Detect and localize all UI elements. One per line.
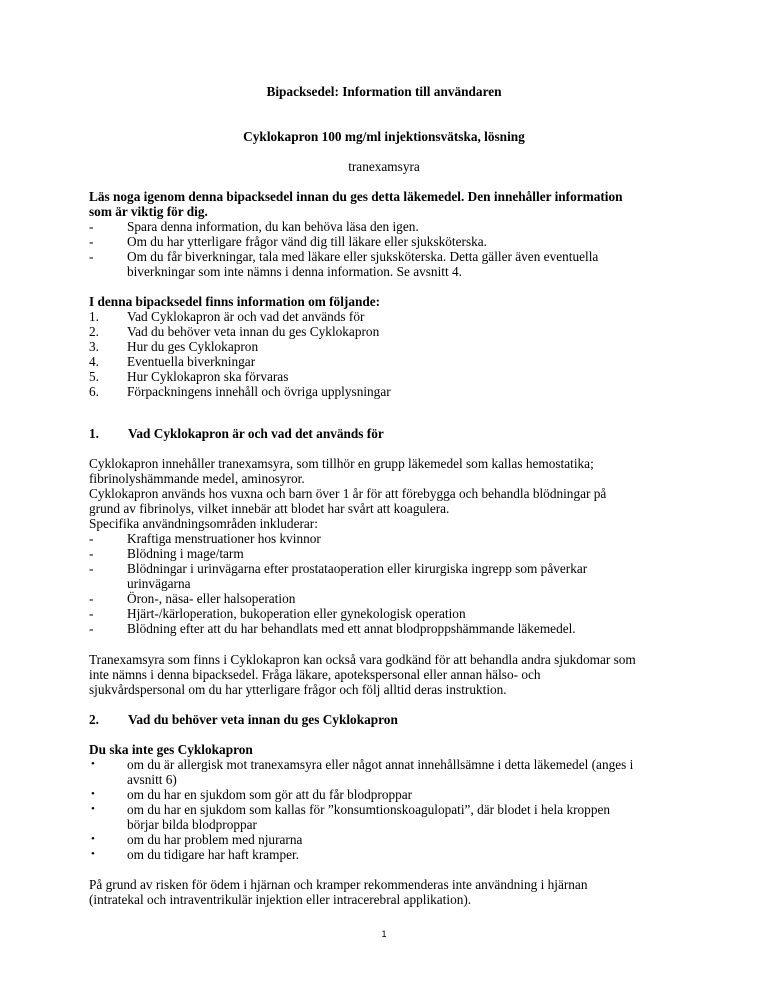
- page-number: 1: [381, 929, 387, 939]
- intro-bold-line-2: som är viktig för dig.: [89, 204, 208, 219]
- toc-number: 3.: [89, 339, 99, 354]
- use-item: Hjärt-/kärloperation, bukoperation eller gynekologisk operation: [127, 606, 466, 621]
- contraindication-item: om du är allergisk mot tranexamsyra eller något annat innehållsämne i detta läkemedel (anges i: [127, 757, 634, 772]
- list-dash: -: [89, 606, 94, 621]
- toc-number: 5.: [89, 369, 99, 384]
- section-2-para-line: (intratekal och intraventrikulär injektion eller intracerebral applikation).: [89, 892, 472, 907]
- section-2-number: 2.: [89, 712, 99, 727]
- use-item: Blödning efter att du har behandlats med ett annat blodproppshämmande läkemedel.: [127, 621, 576, 636]
- intro-bold-line-1: Läs noga igenom denna bipacksedel innan du ges detta läkemedel. Den innehåller information: [89, 189, 623, 204]
- section-1-line: Cyklokapron innehåller tranexamsyra, som tillhör en grupp läkemedel som kallas hemostatika;: [89, 456, 594, 471]
- bullet: •: [91, 758, 95, 770]
- use-item: Öron-, näsa- eller halsoperation: [127, 591, 296, 606]
- use-item: Blödning i mage/tarm: [127, 546, 244, 561]
- list-dash: -: [89, 219, 94, 234]
- toc-item: Eventuella biverkningar: [127, 354, 256, 369]
- list-dash: -: [89, 249, 94, 264]
- section-1-para-line: inte nämns i denna bipacksedel. Fråga läkare, apotekspersonal eller annan hälso- och: [89, 667, 541, 682]
- toc-number: 1.: [89, 309, 99, 324]
- toc-number: 4.: [89, 354, 99, 369]
- list-item: Spara denna information, du kan behöva läsa den igen.: [127, 219, 419, 234]
- toc-number: 6.: [89, 384, 99, 399]
- list-item: Om du har ytterligare frågor vänd dig till läkare eller sjuksköterska.: [127, 234, 488, 249]
- contraindication-item: om du har en sjukdom som kallas för ”konsumtionskoagulopati”, där blodet i hela kroppen: [127, 802, 611, 817]
- section-1-heading: Vad Cyklokapron är och vad det används för: [128, 426, 384, 441]
- contraindication-item: om du har problem med njurarna: [127, 832, 303, 847]
- toc-item: Vad du behöver veta innan du ges Cyklokapron: [127, 324, 380, 339]
- section-2-heading: Vad du behöver veta innan du ges Cyklokapron: [128, 712, 398, 727]
- list-dash: -: [89, 621, 94, 636]
- section-1-line: grund av fibrinolys, vilket innebär att blodet har svårt att koagulera.: [89, 501, 450, 516]
- contraindication-item: om du tidigare har haft kramper.: [127, 847, 300, 862]
- document-title: Bipacksedel: Information till användaren: [266, 84, 502, 99]
- toc-item: Vad Cyklokapron är och vad det används för: [127, 309, 365, 324]
- bullet: •: [91, 788, 95, 800]
- bullet: •: [91, 833, 95, 845]
- list-dash: -: [89, 546, 94, 561]
- list-dash: -: [89, 591, 94, 606]
- contraindication-item-continuation: börjar bilda blodproppar: [127, 817, 257, 832]
- section-1-para-line: Tranexamsyra som finns i Cyklokapron kan också vara godkänd för att behandla andra sjukdomar som: [89, 652, 636, 667]
- list-item-continuation: biverkningar som inte nämns i denna information. Se avsnitt 4.: [127, 264, 462, 279]
- toc-item: Förpackningens innehåll och övriga upplysningar: [127, 384, 391, 399]
- active-substance: tranexamsyra: [348, 159, 420, 174]
- toc-heading: I denna bipacksedel finns information om följande:: [89, 294, 381, 309]
- contraindication-item: om du har en sjukdom som gör att du får blodproppar: [127, 787, 413, 802]
- bullet: •: [91, 803, 95, 815]
- use-item-continuation: urinvägarna: [127, 576, 191, 591]
- section-1-para-line: sjukvårdspersonal om du har ytterligare frågor och följ alltid deras instruktion.: [89, 682, 507, 697]
- list-item: Om du får biverkningar, tala med läkare eller sjuksköterska. Detta gäller även eventuella: [127, 249, 599, 264]
- section-2-para-line: På grund av risken för ödem i hjärnan och kramper rekommenderas inte användning i hjärnan: [89, 877, 588, 892]
- section-1-line: Specifika användningsområden inkluderar:: [89, 516, 318, 531]
- contraindication-item-continuation: avsnitt 6): [127, 772, 177, 787]
- list-dash: -: [89, 531, 94, 546]
- list-dash: -: [89, 561, 94, 576]
- toc-number: 2.: [89, 324, 99, 339]
- section-1-number: 1.: [89, 426, 99, 441]
- product-name: Cyklokapron 100 mg/ml injektionsvätska, lösning: [243, 129, 525, 144]
- list-dash: -: [89, 234, 94, 249]
- bullet: •: [91, 848, 95, 860]
- section-2-subheading: Du ska inte ges Cyklokapron: [89, 742, 253, 757]
- toc-item: Hur du ges Cyklokapron: [127, 339, 259, 354]
- section-1-line: fibrinolyshämmande medel, aminosyror.: [89, 471, 305, 486]
- use-item: Blödningar i urinvägarna efter prostataoperation eller kirurgiska ingrepp som påverkar: [127, 561, 588, 576]
- use-item: Kraftiga menstruationer hos kvinnor: [127, 531, 321, 546]
- toc-item: Hur Cyklokapron ska förvaras: [127, 369, 289, 384]
- section-1-line: Cyklokapron används hos vuxna och barn över 1 år för att förebygga och behandla blödningar på: [89, 486, 607, 501]
